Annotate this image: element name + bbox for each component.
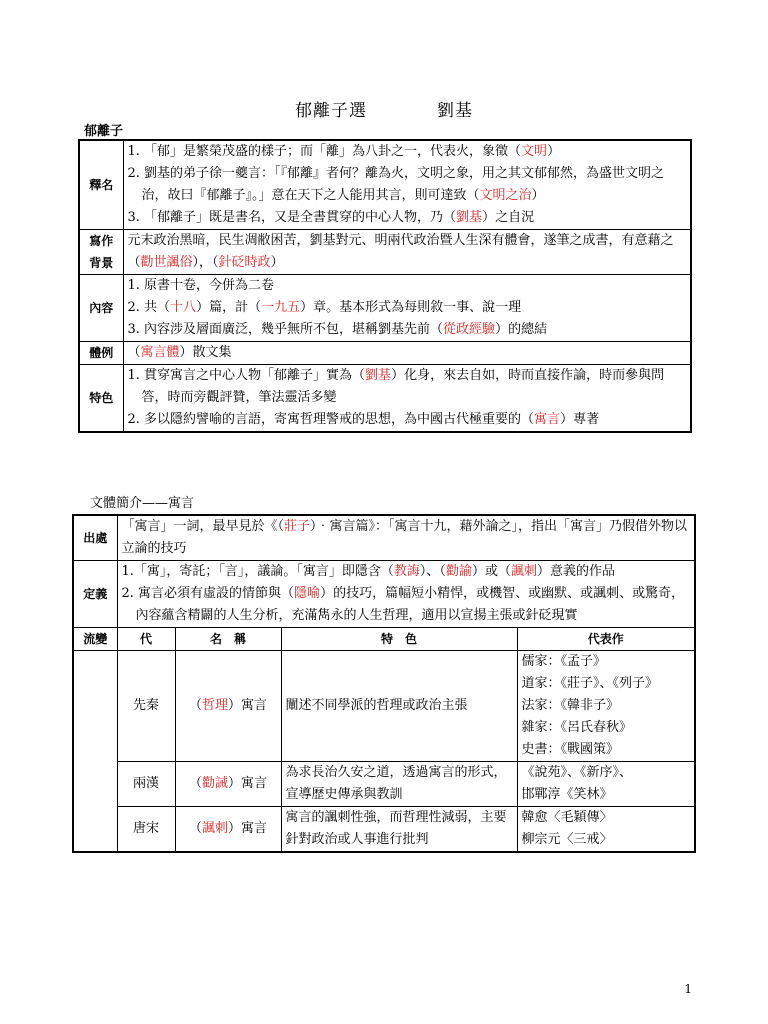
row-definition [73,561,695,628]
name-cell: （諷刺）寓言 [175,807,281,853]
answer-text: 哲理 [201,698,228,713]
feature-cell: 寓言的諷刺性強，而哲理性減弱，主要針對政治或人事進行批判 [281,807,517,853]
feature-cell: 為求長治久安之道，透過寓言的形式，宣導歷史傳承與教訓 [281,762,517,807]
column-header: 名 稱 [175,628,281,651]
section1-heading: 郁離子 [84,124,124,139]
list-item: 2. 劉基的弟子徐一夔言：「『郁離』者何？離為火，文明之象，用之其文郁郁然，為盛世文明之治，故曰『郁離子』。」意在天下之人能用其言，則可達致（文明之治） [127,166,665,203]
list-item: 2. 寓言必須有虛設的情節與（隱喻）的技巧，篇幅短小精悍，或機智、或幽默、或諷刺、或驚奇，內容蘊含精闢的人生分析，充滿雋永的人生哲理，適用以宣揚主張或針砭現實 [121,586,685,623]
answer-text: 莊子 [284,519,311,534]
row-background: 寫作 背景 元末政治黑暗，民生凋敝困苦，劉基對元、明兩代政治暨人生深有體會，遂筆之成書，有意藉之（勸世諷俗），（針砭時政） [79,230,691,275]
list-item: 3. 內容涉及層面廣泛，幾乎無所不包，堪稱劉基先前（從政經驗）的總結 [127,322,548,337]
answer-text: 針砭時政 [218,255,271,270]
row-label: 內容 [79,275,123,342]
list-item: 2. 多以隱約譬喻的言語，寄寓哲理警戒的思想，為中國古代極重要的（寓言）專著 [127,412,600,427]
name-cell: （勸誡）寓言 [175,762,281,807]
representative-cell: 韓愈〈毛穎傳〉 柳宗元〈三戒〉 [517,807,695,853]
representative-cell: 《說苑》、《新序》、 邯鄲淳《笑林》 [517,762,695,807]
list-item: 1. 貫穿寓言之中心人物「郁離子」實為（劉基）化身，來去自如，時而直接作論，時而參與問答，時而旁觀評贊，筆法靈活多變 [127,368,665,405]
page-title [0,96,768,121]
table-row [73,651,695,762]
row-label: 出處 [73,515,117,561]
list-item: 1.「寓」，寄託；「言」，議論。「寓言」即隱含（教誨）、（勸諭）或（諷刺）意義的作品 [121,564,615,579]
answer-text: 寓言 [534,412,561,427]
row-label: 寫作 背景 [79,230,123,275]
row-style: 體例 （寓言體）散文集 [79,342,691,365]
row-content [79,275,691,342]
representative-cell: 儒家：《孟子》 道家：《莊子》、《列子》 法家：《韓非子》 雜家：《呂氏春秋》 史書：《戰國策》 [517,651,695,762]
list-item: 2. 共（十八）篇，計（一九五）章。基本形式為每則敘一事、說一理 [127,300,522,315]
row-label: 釋名 [79,140,123,230]
era-cell: 兩漢 [117,762,175,807]
era-cell: 先秦 [117,651,175,762]
answer-text: 勸誡 [201,776,228,791]
answer-text: 從政經驗 [443,322,496,337]
era-cell: 唐宋 [117,807,175,853]
section2-heading: 文體簡介——寓言 [90,496,195,511]
row-feature [79,365,691,433]
answer-text: 文明之治 [479,188,532,203]
row-label: 定義 [73,561,117,628]
row-name [79,140,691,230]
answer-text: 文明 [521,144,548,159]
answer-text: 寓言體 [140,345,180,360]
column-header: 代表作 [517,628,695,651]
worksheet-table-1 [78,139,692,433]
table-row [73,807,695,853]
list-item: 1. 原書十卷，今併為二卷 [127,278,275,293]
list-item: 3. 「郁離子」既是書名，又是全書貫穿的中心人物，乃（劉基）之自況 [127,210,535,225]
answer-text: 勸諭 [445,564,472,579]
row-label: 體例 [79,342,123,365]
page-number: 1 [684,982,692,996]
table-row [73,762,695,807]
column-header: 特 色 [281,628,517,651]
answer-text: 隱喻 [294,586,321,601]
list-item: 1. 「郁」是繁榮茂盛的樣子；而「離」為八卦之一，代表火，象徵（文明） [127,144,561,159]
answer-text: 諷刺 [510,564,537,579]
name-cell: （哲理）寓言 [175,651,281,762]
title-author: 劉基 [437,101,473,121]
answer-text: 劉基 [456,210,483,225]
answer-text: 劉基 [365,368,392,383]
evolution-header [73,628,695,651]
row-label: 特色 [79,365,123,433]
worksheet-table-2 [72,514,696,853]
answer-text: 十八 [170,300,197,315]
answer-text: 諷刺 [201,821,228,836]
answer-text: 勸世諷俗 [140,255,193,270]
column-header: 代 [117,628,175,651]
feature-cell: 闡述不同學派的哲理或政治主張 [281,651,517,762]
answer-text: 一九五 [261,300,301,315]
row-origin: 出處 「寓言」一詞，最早見於《（莊子）‧寓言篇》：「寓言十九，藉外論之」，指出「寓言」乃假借外物以立論的技巧 [73,515,695,561]
row-label: 流變 [73,628,117,651]
title-main: 郁離子選 [295,101,367,121]
answer-text: 教誨 [393,564,420,579]
